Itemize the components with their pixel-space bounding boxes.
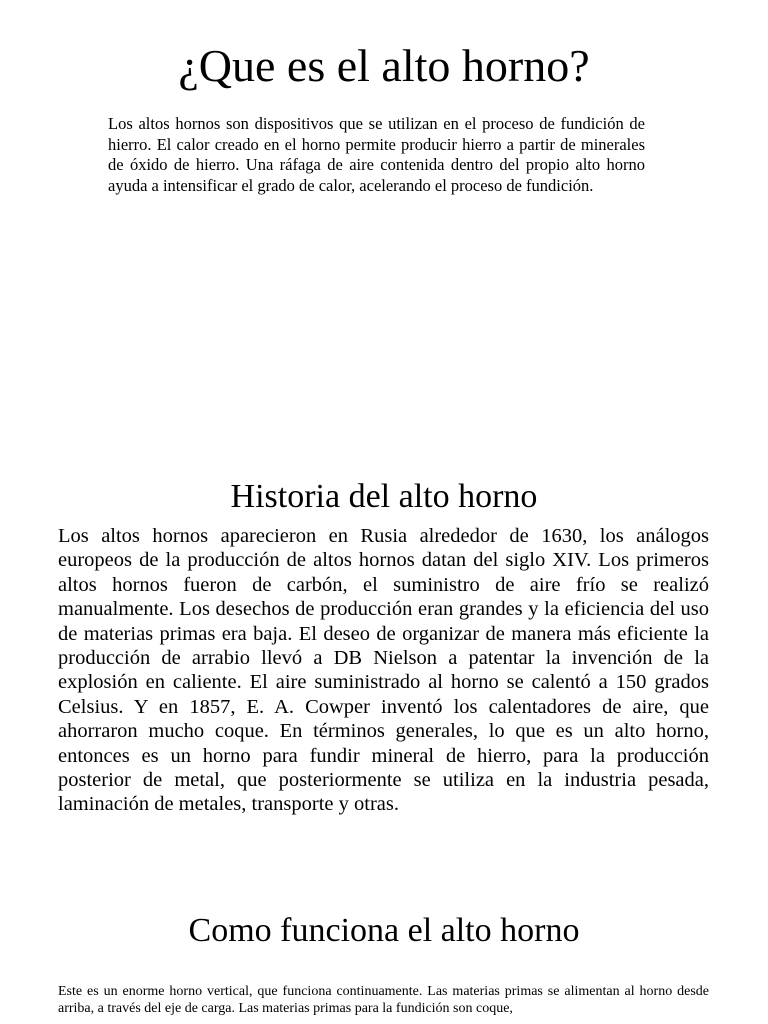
section-body-how-it-works: Este es un enorme horno vertical, que funciona continuamente. Las materias primas se alimentan al horno desde arriba, a través del eje de carga. Las materias primas para la fundición son coque,	[58, 984, 709, 1016]
section-heading-how-it-works: Como funciona el alto horno	[188, 912, 580, 949]
section-body-history: Los altos hornos aparecieron en Rusia alrededor de 1630, los análogos europeos de la producción de altos hornos datan del siglo XIV. Los primeros altos hornos fueron de carbón, el suministro de aire frío se realizó manualmente. Los desechos de producción eran grandes y la eficiencia del uso de materias primas era baja. El deseo de organizar de manera más eficiente la producción de arrabio llevó a DB Nielson a patentar la invención de la explosión en caliente. El aire suministrado al horno se calentó a 150 grados Celsius. Y en 1857, E. A. Cowper inventó los calentadores de aire, que ahorraron mucho coque. En términos generales, lo que es un alto horno, entonces es un horno para fundir mineral de hierro, para la producción posterior de metal, que posteriormente se utiliza en la industria pesada, laminación de metales, transporte y otras.	[58, 525, 709, 816]
page-title: ¿Que es el alto horno?	[178, 40, 590, 91]
section-heading-history: Historia del alto horno	[230, 478, 538, 515]
intro-paragraph: Los altos hornos son dispositivos que se utilizan en el proceso de fundición de hierro. El calor creado en el horno permite producir hierro a partir de minerales de óxido de hierro. Una ráfaga de aire contenida dentro del propio alto horno ayuda a intensificar el grado de calor, acelerando el proceso de fundición.	[108, 114, 645, 195]
